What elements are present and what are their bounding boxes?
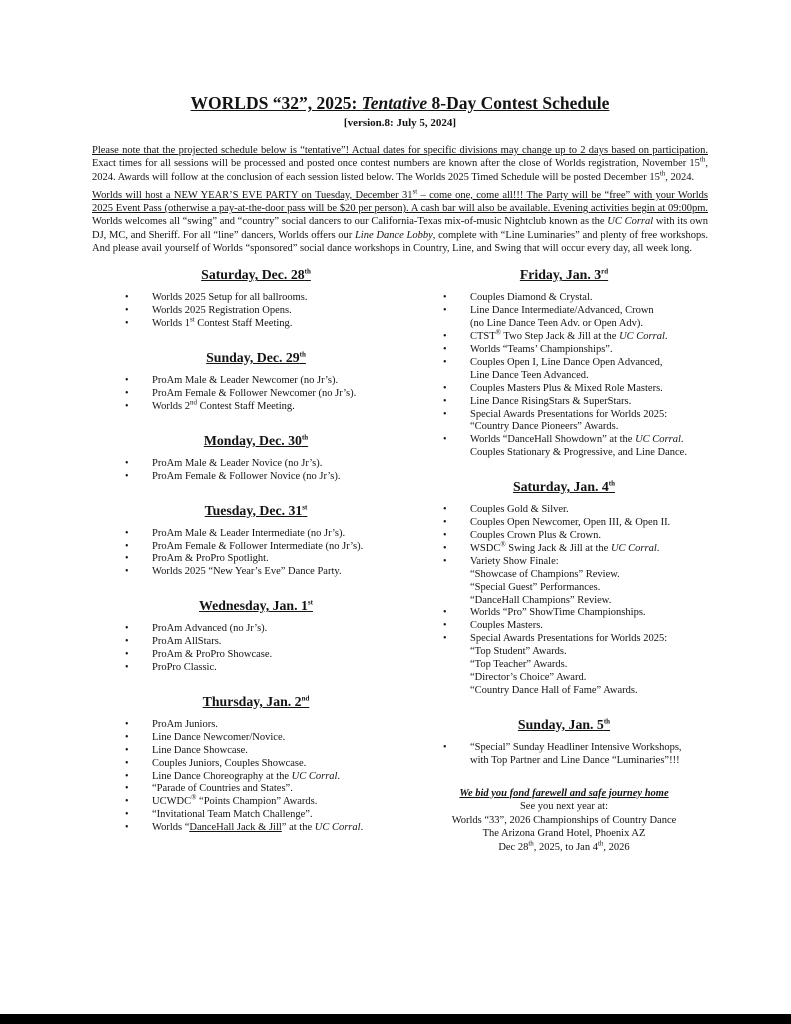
day-heading: Sunday, Jan. 5th [517, 716, 611, 732]
schedule-item [420, 344, 708, 357]
schedule-item [420, 540, 708, 556]
day-heading: Monday, Dec. 30th [203, 432, 309, 448]
schedule-item [92, 375, 420, 388]
page-title [92, 93, 708, 114]
bullet-icon: • [443, 305, 447, 317]
bullet-icon: • [443, 344, 447, 355]
schedule-item-text: Special Awards Presentations for Worlds 2025: “Top Student” Awards. “Top Teacher” Awards. “Director’s Choice” Award. “Country Dance Hall of Fame” Awards. [470, 633, 668, 696]
schedule-item-text: Couples Juniors, Couples Showcase. [152, 757, 307, 769]
schedule-item-text: ProAm Male & Leader Newcomer (no Jr’s). [152, 375, 339, 387]
schedule-item-text: CTST® Two Step Jack & Jill at the UC Corral. [470, 328, 668, 343]
schedule-item [92, 315, 420, 331]
schedule-item-text: Line Dance Intermediate/Advanced, Crown (no Line Dance Teen Adv. or Open Adv). [470, 305, 654, 330]
bullet-icon: • [125, 731, 129, 743]
bullet-icon: • [125, 388, 129, 399]
day-section [420, 717, 708, 768]
schedule-item [420, 633, 708, 698]
schedule-item [92, 471, 420, 484]
bullet-icon: • [443, 529, 447, 541]
schedule-item-text: Line Dance RisingStars & SuperStars. [470, 395, 632, 407]
farewell-line2: See you next year at: [519, 801, 609, 813]
schedule-item [420, 620, 708, 633]
schedule-item-text: “Parade of Countries and States”. [152, 783, 293, 795]
schedule-item-text: Special Awards Presentations for Worlds 2025: “Country Dance Pioneers” Awards. [470, 408, 668, 433]
bullet-icon: • [125, 822, 129, 834]
schedule-item-text: UCWDC® “Points Champion” Awards. [152, 793, 318, 808]
title-post: 8-Day Contest Schedule [427, 93, 610, 113]
schedule-item [92, 388, 420, 401]
schedule-item [92, 783, 420, 796]
schedule-item [92, 292, 420, 305]
schedule-item-text: ProAm Female & Follower Newcomer (no Jr’s). [152, 388, 357, 399]
schedule-item-text: ProPro Classic. [152, 661, 217, 673]
schedule-item [420, 396, 708, 409]
day-section [420, 267, 708, 460]
schedule-item-text: Couples Masters Plus & Mixed Role Masters. [470, 382, 663, 394]
bullet-icon: • [125, 553, 129, 565]
schedule-item-text: Line Dance Showcase. [152, 744, 248, 756]
bullet-icon: • [125, 649, 129, 661]
schedule-item-text: Variety Show Finale: “Showcase of Champions” Review. “Special Guest” Performances. “DanceHall Champions” Review. [470, 555, 620, 606]
schedule-item-text: Couples Diamond & Crystal. [470, 292, 593, 304]
bullet-icon: • [125, 636, 129, 648]
schedule-item [92, 636, 420, 649]
bullet-icon: • [125, 400, 129, 412]
bullet-icon: • [443, 607, 447, 619]
day-section [92, 694, 420, 835]
schedule-item [420, 556, 708, 608]
schedule-item-text: Worlds 2025 Setup for all ballrooms. [152, 292, 308, 304]
left-column [92, 267, 420, 854]
bullet-icon: • [125, 809, 129, 821]
schedule-item-text: Worlds 2025 “New Year’s Eve” Dance Party. [152, 566, 342, 578]
schedule-item [92, 458, 420, 471]
day-heading: Thursday, Jan. 2nd [202, 693, 310, 709]
schedule-item-text: Couples Crown Plus & Crown. [470, 529, 601, 541]
day-heading: Friday, Jan. 3rd [519, 267, 609, 283]
bullet-icon: • [443, 434, 447, 446]
intro-paragraph-1: Please note that the projected schedule below is “tentative”! Actual dates for specific divisions may change up to 2 days based on participation. Exact times for all sessions will be processed and posted once contest numbers are known after the close of Worlds registration, November 15th, 2024. Awards will follow at the conclusion of each session listed below. The Worlds 2025 Timed Schedule will be posted December 15th, 2024. [92, 145, 708, 183]
day-heading: Tuesday, Dec. 31st [204, 502, 308, 518]
schedule-item-text: Line Dance Choreography at the UC Corral. [152, 770, 341, 782]
bullet-icon: • [443, 542, 447, 554]
title-emphasis: Tentative [361, 93, 428, 113]
bullet-icon: • [443, 382, 447, 394]
schedule-item [420, 328, 708, 344]
schedule-item-text: ProAm Juniors. [152, 718, 218, 730]
schedule-item [420, 504, 708, 517]
farewell-line5: Dec 28th, 2025, to Jan 4th, 2026 [498, 839, 630, 853]
title-pre: WORLDS “32”, 2025: [190, 93, 362, 113]
schedule-item [420, 742, 708, 768]
schedule-item-text: “Invitational Team Match Challenge”. [152, 809, 313, 821]
schedule-item [92, 758, 420, 771]
bullet-icon: • [125, 783, 129, 795]
schedule-item [92, 623, 420, 636]
schedule-item [92, 398, 420, 414]
schedule-item-text: ProAm AllStars. [152, 636, 222, 648]
schedule-item [92, 566, 420, 579]
schedule-item [420, 409, 708, 435]
day-heading: Sunday, Dec. 29th [206, 350, 306, 366]
schedule-item [420, 357, 708, 383]
bullet-icon: • [443, 408, 447, 420]
schedule-item-text: Couples Open Newcomer, Open III, & Open II. [470, 517, 671, 529]
schedule-item-text: Worlds “DanceHall Showdown” at the UC Corral. Couples Stationary & Progressive, and Line Dance. [470, 434, 687, 459]
bullet-icon: • [125, 718, 129, 730]
schedule-item [92, 732, 420, 745]
schedule-item [92, 305, 420, 318]
farewell-line3: Worlds “33”, 2026 Championships of Country Dance [451, 814, 677, 826]
day-section [420, 479, 708, 698]
day-section [92, 598, 420, 675]
schedule-item [92, 793, 420, 809]
schedule-item [420, 530, 708, 543]
bullet-icon: • [443, 395, 447, 407]
bullet-icon: • [125, 305, 129, 317]
schedule-item [420, 607, 708, 620]
schedule-item [420, 292, 708, 305]
day-heading: Saturday, Dec. 28th [201, 267, 311, 283]
page-bottom-bar [0, 1014, 791, 1024]
bullet-icon: • [443, 504, 447, 516]
schedule-item-text: Worlds “DanceHall Jack & Jill” at the UC Corral. [152, 822, 364, 834]
schedule-item [92, 649, 420, 662]
schedule-item [420, 305, 708, 331]
schedule-item [92, 719, 420, 732]
bullet-icon: • [443, 741, 447, 753]
schedule-item-text: ProAm & ProPro Spotlight. [152, 553, 269, 565]
version-line: [version.8: July 5, 2024] [343, 117, 457, 129]
bullet-icon: • [125, 757, 129, 769]
bullet-icon: • [443, 633, 447, 645]
farewell-block [420, 787, 708, 855]
schedule-item-text: Line Dance Newcomer/Novice. [152, 731, 286, 743]
bullet-icon: • [443, 555, 447, 567]
bullet-icon: • [125, 527, 129, 539]
bullet-icon: • [443, 517, 447, 529]
bullet-icon: • [125, 770, 129, 782]
schedule-item-text: Worlds 1st Contest Staff Meeting. [152, 315, 293, 330]
schedule-item-text: ProAm & ProPro Showcase. [152, 649, 273, 661]
schedule-item-text: Worlds 2025 Registration Opens. [152, 305, 292, 317]
schedule-item-text: Worlds “Pro” ShowTime Championships. [470, 607, 646, 619]
schedule-item-text: ProAm Male & Leader Intermediate (no Jr’s). [152, 527, 346, 539]
bullet-icon: • [443, 356, 447, 368]
right-column [420, 267, 708, 854]
schedule-item [92, 822, 420, 835]
bullet-icon: • [125, 623, 129, 635]
schedule-item-text: WSDC® Swing Jack & Jill at the UC Corral. [470, 540, 660, 554]
schedule-item-text: ProAm Female & Follower Intermediate (no Jr’s). [152, 540, 364, 552]
schedule-item-text: ProAm Advanced (no Jr’s). [152, 623, 268, 635]
bullet-icon: • [125, 292, 129, 304]
bullet-icon: • [125, 566, 129, 578]
bullet-icon: • [125, 661, 129, 673]
schedule-item [92, 541, 420, 554]
schedule-item-text: Couples Open I, Line Dance Open Advanced, Line Dance Teen Advanced. [470, 356, 663, 381]
bullet-icon: • [125, 457, 129, 469]
bullet-icon: • [125, 796, 129, 808]
bullet-icon: • [125, 540, 129, 552]
schedule-item-text: “Special” Sunday Headliner Intensive Workshops, with Top Partner and Line Dance “Luminaries”!!! [470, 741, 682, 766]
intro-paragraph-2: Worlds will host a NEW YEAR’S EVE PARTY on Tuesday, December 31st – come one, come all!!! The Party will be “free” with your Worlds 2025 Event Pass (otherwise a pay-at-the-door pass will be $20 per person). A cash bar will also be available. Evening activities begin at 09:00pm. Worlds welcomes all “swing” and “country” social dancers to our California-Texas mix-of-music Nightclub known as the UC Corral with its own DJ, MC, and Sheriff. For all “line” dancers, Worlds offers our Line Dance Lobby, complete with “Line Luminaries” and plenty of free workshops. And please avail yourself of Worlds “sponsored” social dance workshops in Country, Line, and Swing that will occur every day, all week long. [92, 187, 708, 255]
day-section [92, 433, 420, 484]
day-section [92, 267, 420, 331]
schedule-item-text: Worlds “Teams’ Championships”. [470, 344, 613, 355]
schedule-item [92, 771, 420, 784]
schedule-item-text: Worlds 2nd Contest Staff Meeting. [152, 398, 295, 412]
day-section [92, 350, 420, 414]
day-section [92, 503, 420, 580]
farewell-line4: The Arizona Grand Hotel, Phoenix AZ [482, 828, 646, 840]
schedule-item [420, 517, 708, 530]
schedule-columns [92, 267, 708, 854]
schedule-item [92, 745, 420, 758]
schedule-item-text: ProAm Male & Leader Novice (no Jr’s). [152, 457, 323, 469]
schedule-item [92, 553, 420, 566]
farewell-line1: We bid you fond farewell and safe journey home [459, 787, 669, 799]
bullet-icon: • [443, 620, 447, 632]
bullet-icon: • [125, 375, 129, 387]
bullet-icon: • [443, 331, 447, 343]
schedule-item-text: Couples Masters. [470, 620, 543, 632]
schedule-item [92, 662, 420, 675]
bullet-icon: • [125, 318, 129, 330]
schedule-item-text: Couples Gold & Silver. [470, 504, 569, 516]
day-heading: Saturday, Jan. 4th [512, 479, 616, 495]
bullet-icon: • [125, 744, 129, 756]
day-heading: Wednesday, Jan. 1st [199, 598, 313, 614]
bullet-icon: • [443, 292, 447, 304]
bullet-icon: • [125, 470, 129, 482]
schedule-item [92, 809, 420, 822]
schedule-item [92, 528, 420, 541]
schedule-item-text: ProAm Female & Follower Novice (no Jr’s). [152, 470, 341, 482]
schedule-item [420, 383, 708, 396]
schedule-item [420, 434, 708, 460]
